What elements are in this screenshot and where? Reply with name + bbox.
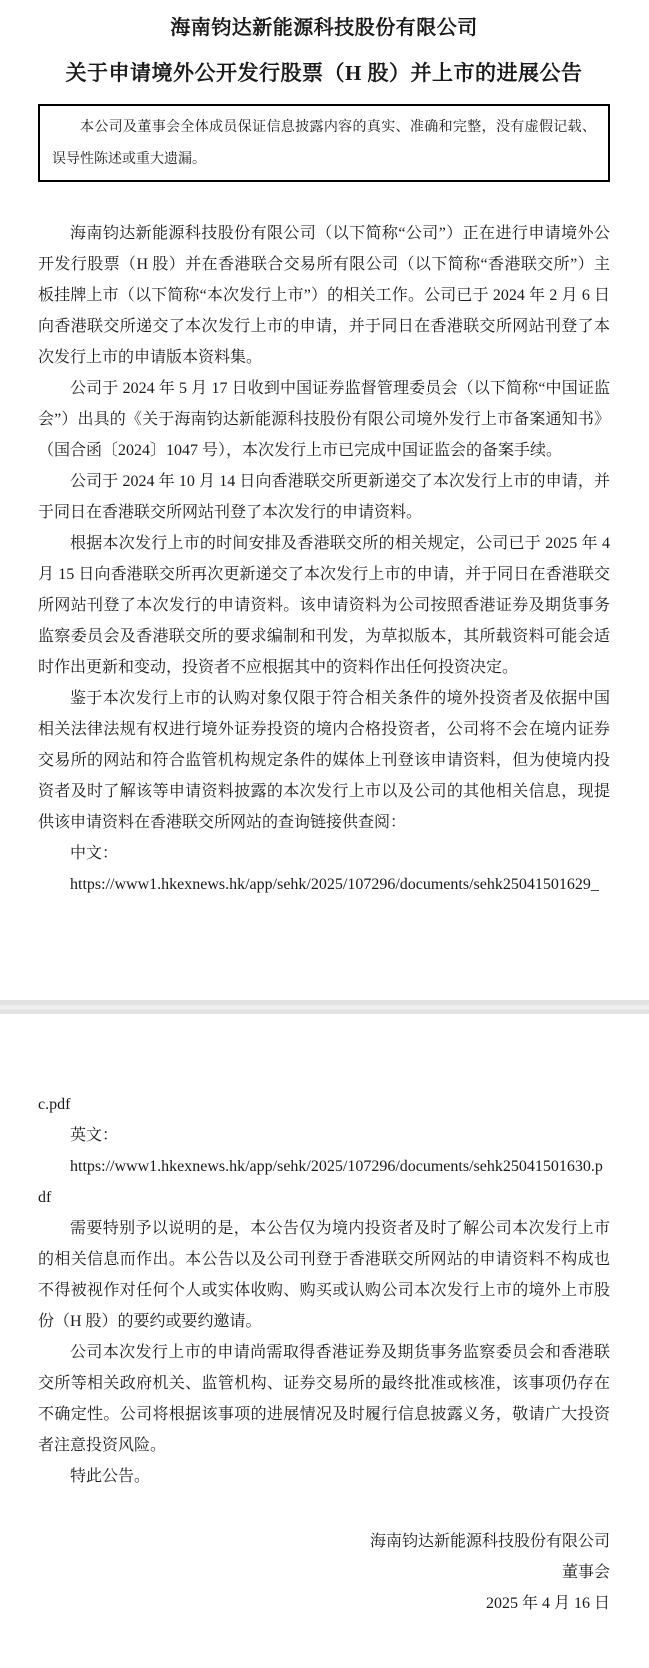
signature-signer: 董事会 xyxy=(561,1564,610,1581)
signature-company: 海南钧达新能源科技股份有限公司 xyxy=(369,1533,610,1550)
paragraph-update-2025: 根据本次发行上市的时间安排及香港联交所的相关规定，公司已于 2025 年 4 月 15 日向香港联交所再次更新递交了本次发行上市的申请，并于同日在香港联交所网站刊登了本次发行的申请资料。该申请资料为公司按照香港证券及期货事务监察委员会及香港联交所的要求编制和刊发，为草拟版本，其所载资料可能会适时作出更新和变动，投资者不应根据其中的资料作出任何投资决定。 xyxy=(38,535,610,676)
body-text-page-1 xyxy=(38,218,610,900)
signature-block xyxy=(38,1526,610,1619)
paragraph-update-2024: 公司于 2024 年 10 月 14 日向香港联交所更新递交了本次发行上市的申请，并于同日在香港联交所网站刊登了本次发行的申请资料。 xyxy=(38,473,610,521)
english-url-link[interactable]: https://www1.hkexnews.hk/app/sehk/2025/107296/documents/sehk25041501630.p xyxy=(70,1158,603,1175)
english-link-label: 英文： xyxy=(70,1127,119,1144)
closing-statement: 特此公告。 xyxy=(70,1468,151,1485)
announcement-document xyxy=(0,14,649,1619)
company-title: 海南钧达新能源科技股份有限公司 xyxy=(170,17,478,39)
chinese-link-label: 中文： xyxy=(70,845,119,862)
chinese-url-continuation[interactable]: c.pdf xyxy=(38,1096,71,1113)
page-2-content xyxy=(0,1014,649,1619)
chinese-url-link[interactable]: https://www1.hkexnews.hk/app/sehk/2025/107296/documents/sehk25041501629_ xyxy=(70,876,599,893)
disclaimer-box xyxy=(38,104,610,182)
paragraph-csrc-filing: 公司于 2024 年 5 月 17 日收到中国证券监督管理委员会（以下简称“中国证监会”）出具的《关于海南钧达新能源科技股份有限公司境外发行上市备案通知书》（国合函〔2024〕1047 号），本次发行上市已完成中国证监会的备案手续。 xyxy=(38,380,610,459)
page-1-content xyxy=(0,14,649,900)
disclaimer-text: 本公司及董事会全体成员保证信息披露内容的真实、准确和完整，没有虚假记载、误导性陈述或重大遗漏。 xyxy=(52,120,596,167)
paragraph-risk-notice: 公司本次发行上市的申请尚需取得香港证券及期货事务监察委员会和香港联交所等相关政府机关、监管机构、证券交易所的最终批准或核准，该事项仍存在不确定性。公司将根据该事项的进展情况及时履行信息披露义务，敬请广大投资者注意投资风险。 xyxy=(38,1344,610,1454)
paragraph-investor-scope: 鉴于本次发行上市的认购对象仅限于符合相关条件的境外投资者及依据中国相关法律法规有权进行境外证券投资的境内合格投资者，公司将不会在境内证券交易所的网站和符合监管机构规定条件的媒体上刊登该申请资料，但为使境内投资者及时了解该等申请资料披露的本次发行上市以及公司的其他相关信息，现提供该申请资料在香港联交所网站的查询链接供查阅： xyxy=(38,690,610,831)
announcement-title: 关于申请境外公开发行股票（H 股）并上市的进展公告 xyxy=(65,61,583,85)
paragraph-intro: 海南钧达新能源科技股份有限公司（以下简称“公司”）正在进行申请境外公开发行股票（H 股）并在香港联合交易所有限公司（以下简称“香港联交所”）主板挂牌上市（以下简称“本次发行上市”）的相关工作。公司已于 2024 年 2 月 6 日向香港联交所递交了本次发行上市的申请，并于同日在香港联交所网站刊登了本次发行上市的申请版本资料集。 xyxy=(38,225,610,366)
page-break-divider xyxy=(0,1000,649,1014)
english-url-continuation[interactable]: df xyxy=(38,1189,52,1206)
paragraph-no-offer-notice: 需要特别予以说明的是，本公告仅为境内投资者及时了解公司本次发行上市的相关信息而作出。本公告以及公司刊登于香港联交所网站的申请资料不构成也不得被视作对任何个人或实体收购、购买或认购公司本次发行上市的境外上市股份（H 股）的要约或要约邀请。 xyxy=(38,1220,610,1330)
signature-date: 2025 年 4 月 16 日 xyxy=(485,1595,610,1612)
